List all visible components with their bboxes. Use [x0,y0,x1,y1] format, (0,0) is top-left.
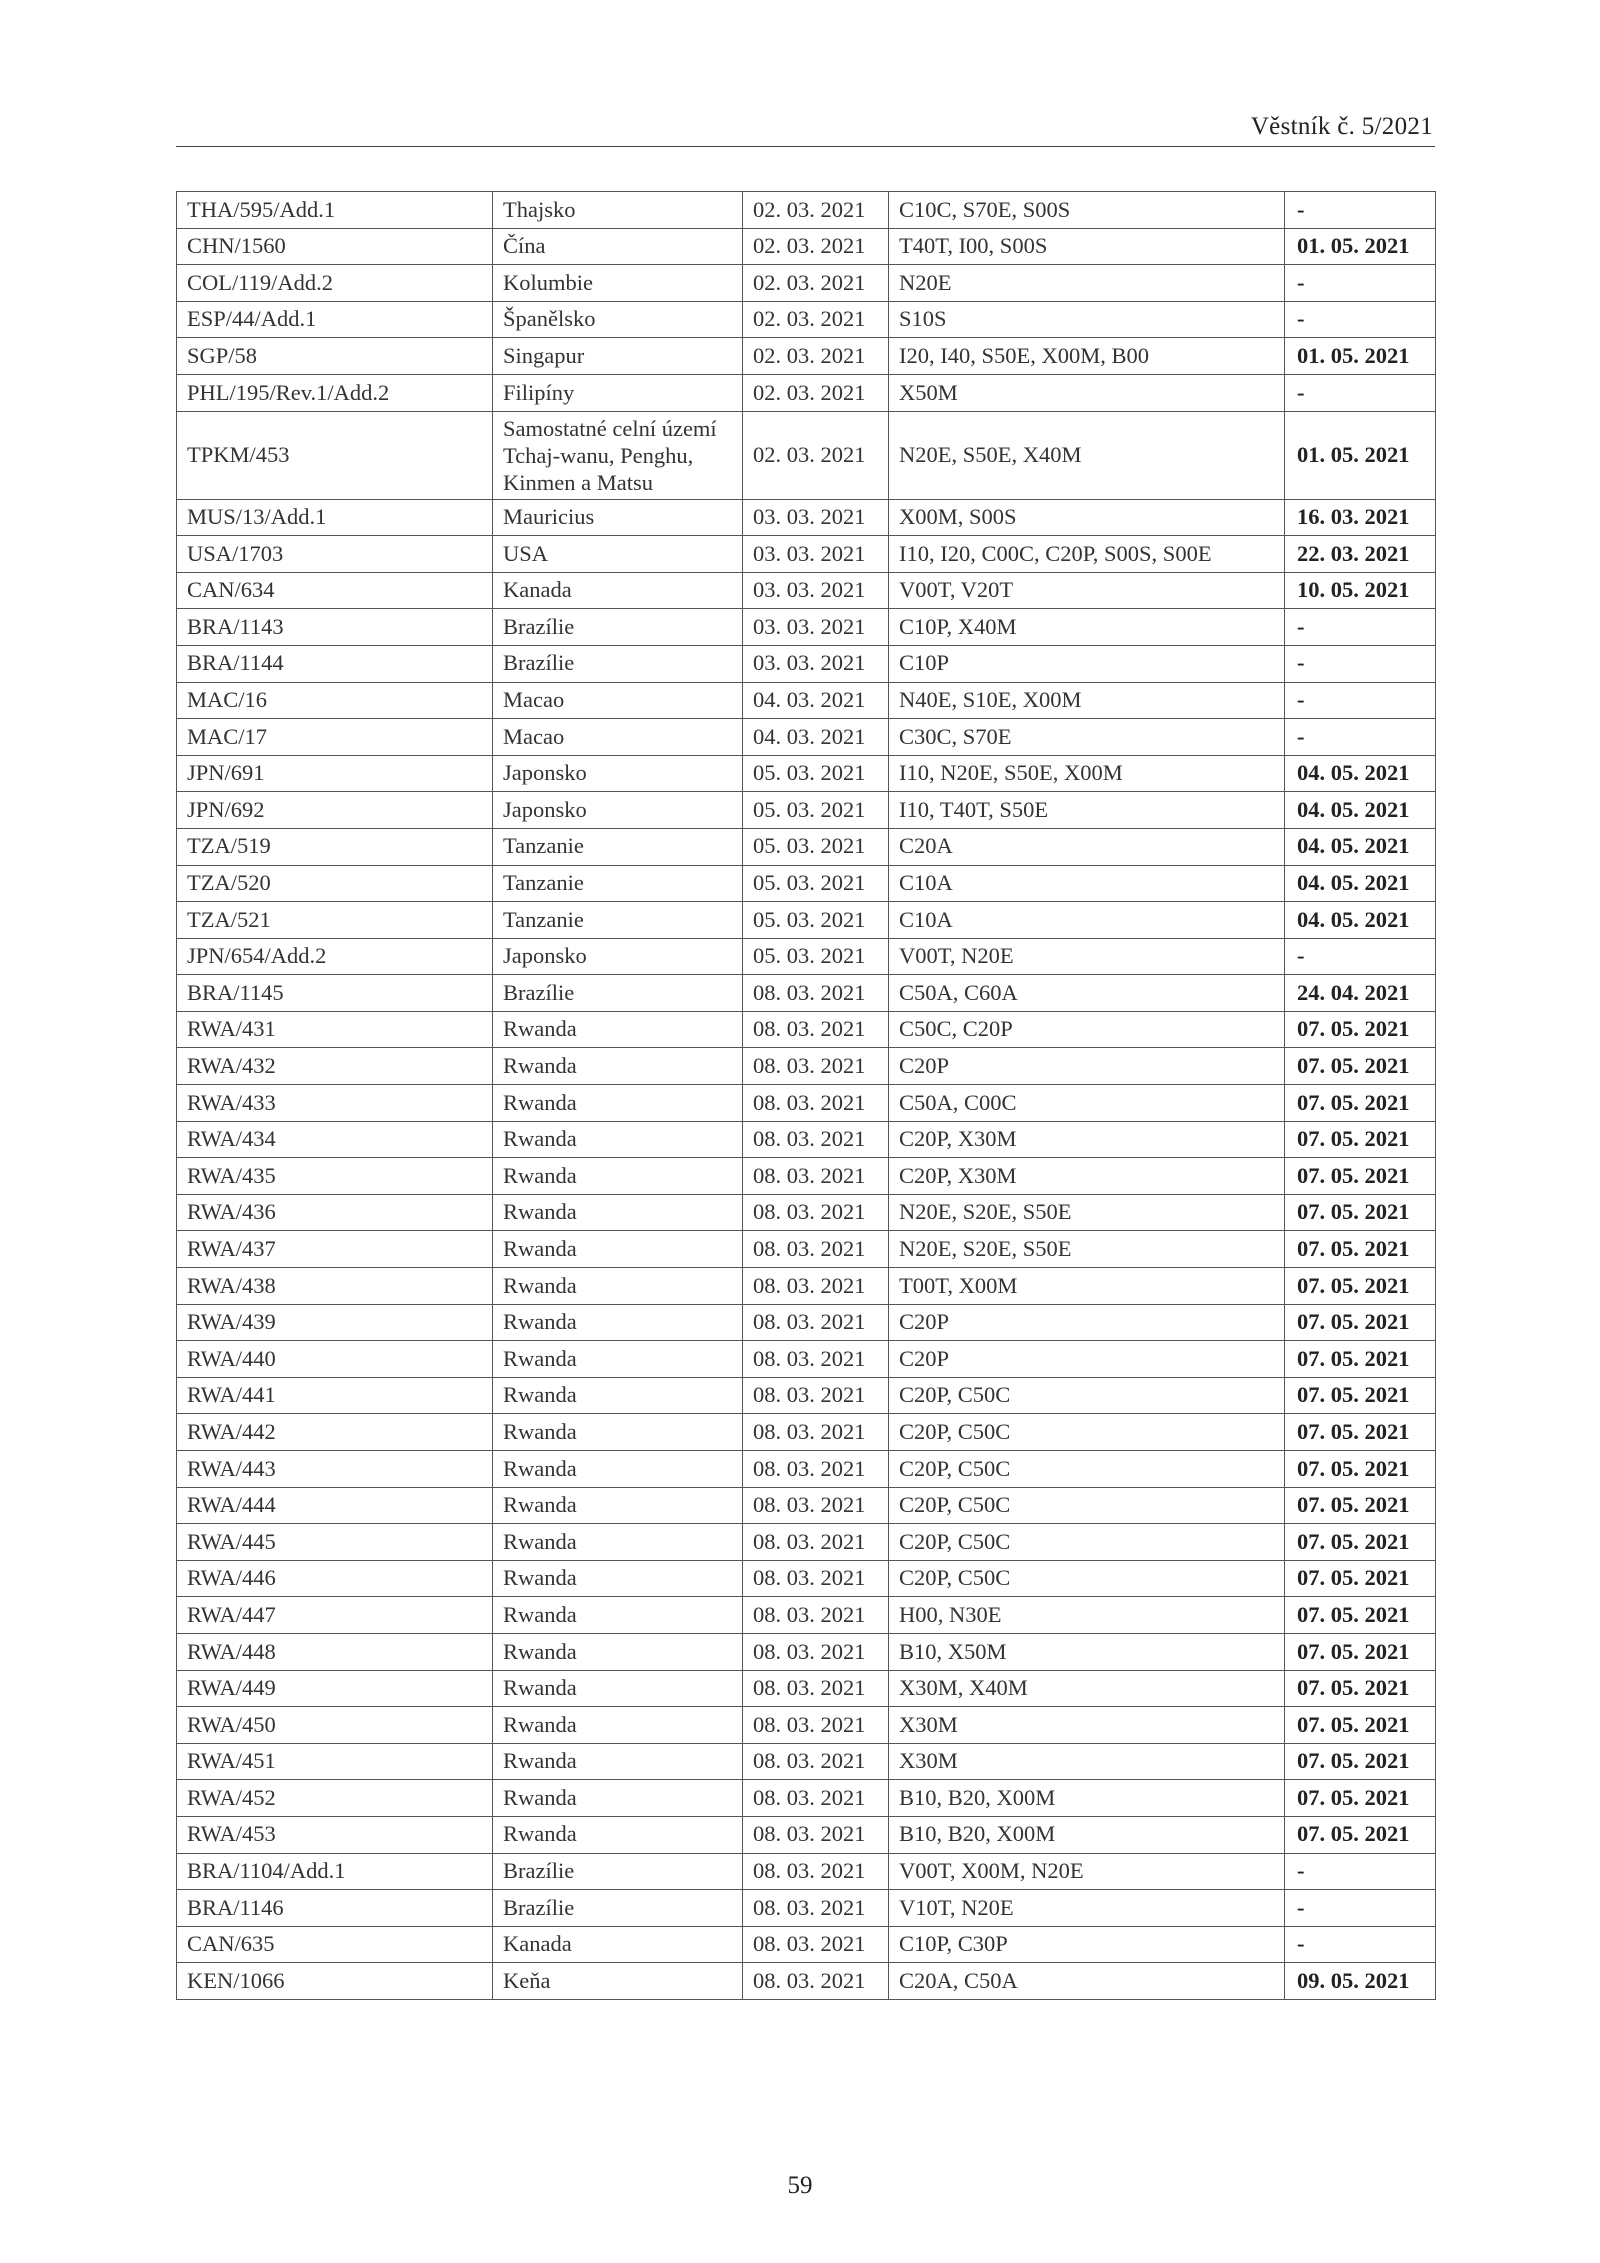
effective-date-cell: 07. 05. 2021 [1285,1085,1436,1122]
date-cell: 08. 03. 2021 [743,1487,889,1524]
notifications-table-body [177,192,1436,2000]
product-codes-cell: C20P, C50C [889,1524,1285,1561]
country-cell: Rwanda [493,1524,743,1561]
table-row [177,301,1436,338]
product-codes-cell: C10A [889,865,1285,902]
date-cell: 08. 03. 2021 [743,1707,889,1744]
date-cell: 08. 03. 2021 [743,1451,889,1488]
country-cell: USA [493,536,743,573]
date-cell: 05. 03. 2021 [743,828,889,865]
country-cell: Čína [493,228,743,265]
effective-date-cell: 04. 05. 2021 [1285,828,1436,865]
notification-code-cell: KEN/1066 [177,1963,493,2000]
effective-date-cell: - [1285,301,1436,338]
table-row [177,755,1436,792]
table-row [177,1633,1436,1670]
product-codes-cell: N20E, S50E, X40M [889,411,1285,499]
notification-code-cell: CAN/634 [177,572,493,609]
country-cell: Macao [493,682,743,719]
table-row [177,719,1436,756]
country-cell: Kanada [493,572,743,609]
product-codes-cell: I20, I40, S50E, X00M, B00 [889,338,1285,375]
notification-code-cell: RWA/451 [177,1743,493,1780]
notification-code-cell: CHN/1560 [177,228,493,265]
date-cell: 02. 03. 2021 [743,411,889,499]
notification-code-cell: THA/595/Add.1 [177,192,493,229]
notification-code-cell: RWA/442 [177,1414,493,1451]
table-row [177,1743,1436,1780]
effective-date-cell: 04. 05. 2021 [1285,865,1436,902]
notification-code-cell: RWA/441 [177,1377,493,1414]
notification-code-cell: RWA/434 [177,1121,493,1158]
country-cell: Rwanda [493,1414,743,1451]
product-codes-cell: X30M [889,1743,1285,1780]
product-codes-cell: V10T, N20E [889,1890,1285,1927]
date-cell: 08. 03. 2021 [743,1633,889,1670]
date-cell: 08. 03. 2021 [743,1011,889,1048]
date-cell: 08. 03. 2021 [743,1853,889,1890]
effective-date-cell: 07. 05. 2021 [1285,1011,1436,1048]
product-codes-cell: C20P, C50C [889,1414,1285,1451]
country-cell: Japonsko [493,755,743,792]
date-cell: 08. 03. 2021 [743,1926,889,1963]
table-row [177,1816,1436,1853]
product-codes-cell: C10P [889,645,1285,682]
country-cell: Filipíny [493,374,743,411]
effective-date-cell: 07. 05. 2021 [1285,1487,1436,1524]
effective-date-cell: - [1285,938,1436,975]
effective-date-cell: 22. 03. 2021 [1285,536,1436,573]
product-codes-cell: V00T, X00M, N20E [889,1853,1285,1890]
date-cell: 08. 03. 2021 [743,1597,889,1634]
country-cell: Rwanda [493,1487,743,1524]
effective-date-cell: - [1285,609,1436,646]
effective-date-cell: 07. 05. 2021 [1285,1341,1436,1378]
country-cell: Tanzanie [493,865,743,902]
date-cell: 08. 03. 2021 [743,1743,889,1780]
notification-code-cell: RWA/453 [177,1816,493,1853]
table-row [177,228,1436,265]
product-codes-cell: C20P [889,1304,1285,1341]
table-row [177,1011,1436,1048]
table-row [177,1414,1436,1451]
effective-date-cell: 07. 05. 2021 [1285,1560,1436,1597]
product-codes-cell: C20P, C50C [889,1451,1285,1488]
table-row [177,1853,1436,1890]
bulletin-title: Věstník č. 5/2021 [1250,113,1433,140]
product-codes-cell: V00T, N20E [889,938,1285,975]
notification-code-cell: RWA/443 [177,1451,493,1488]
country-cell: Rwanda [493,1560,743,1597]
date-cell: 03. 03. 2021 [743,645,889,682]
date-cell: 03. 03. 2021 [743,499,889,536]
page-number: 59 [787,2172,813,2199]
notification-code-cell: RWA/438 [177,1268,493,1305]
date-cell: 03. 03. 2021 [743,536,889,573]
date-cell: 03. 03. 2021 [743,572,889,609]
date-cell: 05. 03. 2021 [743,865,889,902]
date-cell: 04. 03. 2021 [743,682,889,719]
date-cell: 08. 03. 2021 [743,1816,889,1853]
table-row [177,1597,1436,1634]
notification-code-cell: JPN/692 [177,792,493,829]
country-cell: Rwanda [493,1268,743,1305]
notification-code-cell: BRA/1145 [177,975,493,1012]
notification-code-cell: PHL/195/Rev.1/Add.2 [177,374,493,411]
country-cell: Rwanda [493,1011,743,1048]
notification-code-cell: RWA/439 [177,1304,493,1341]
product-codes-cell: X30M, X40M [889,1670,1285,1707]
country-cell: Brazílie [493,1853,743,1890]
country-cell: Mauricius [493,499,743,536]
product-codes-cell: I10, T40T, S50E [889,792,1285,829]
product-codes-cell: N20E [889,265,1285,302]
country-cell: Kanada [493,1926,743,1963]
date-cell: 04. 03. 2021 [743,719,889,756]
country-cell: Thajsko [493,192,743,229]
table-row [177,572,1436,609]
table-row [177,645,1436,682]
table-row [177,374,1436,411]
notification-code-cell: RWA/436 [177,1194,493,1231]
table-row [177,865,1436,902]
country-cell: Rwanda [493,1451,743,1488]
product-codes-cell: C20P, C50C [889,1487,1285,1524]
notification-code-cell: BRA/1143 [177,609,493,646]
country-cell: Rwanda [493,1158,743,1195]
notification-code-cell: RWA/432 [177,1048,493,1085]
country-cell: Rwanda [493,1816,743,1853]
effective-date-cell: 04. 05. 2021 [1285,755,1436,792]
notification-code-cell: SGP/58 [177,338,493,375]
notification-code-cell: RWA/435 [177,1158,493,1195]
country-cell: Keňa [493,1963,743,2000]
table-row [177,1341,1436,1378]
table-row [177,1451,1436,1488]
table-row [177,1707,1436,1744]
table-row [177,1524,1436,1561]
effective-date-cell: 10. 05. 2021 [1285,572,1436,609]
table-row [177,1487,1436,1524]
date-cell: 08. 03. 2021 [743,1158,889,1195]
product-codes-cell: C10P, C30P [889,1926,1285,1963]
effective-date-cell: 01. 05. 2021 [1285,411,1436,499]
country-cell: Kolumbie [493,265,743,302]
notification-code-cell: RWA/452 [177,1780,493,1817]
date-cell: 08. 03. 2021 [743,1377,889,1414]
notification-code-cell: RWA/447 [177,1597,493,1634]
date-cell: 02. 03. 2021 [743,301,889,338]
date-cell: 08. 03. 2021 [743,1780,889,1817]
effective-date-cell: 07. 05. 2021 [1285,1707,1436,1744]
product-codes-cell: B10, B20, X00M [889,1816,1285,1853]
product-codes-cell: C30C, S70E [889,719,1285,756]
effective-date-cell: - [1285,265,1436,302]
table-row [177,1048,1436,1085]
effective-date-cell: 16. 03. 2021 [1285,499,1436,536]
product-codes-cell: X30M [889,1707,1285,1744]
date-cell: 08. 03. 2021 [743,1414,889,1451]
date-cell: 08. 03. 2021 [743,1268,889,1305]
country-cell: Rwanda [493,1780,743,1817]
product-codes-cell: N20E, S20E, S50E [889,1194,1285,1231]
notification-code-cell: MAC/16 [177,682,493,719]
table-row [177,682,1436,719]
date-cell: 05. 03. 2021 [743,938,889,975]
date-cell: 08. 03. 2021 [743,1231,889,1268]
product-codes-cell: C20P, X30M [889,1121,1285,1158]
country-cell: Španělsko [493,301,743,338]
notification-code-cell: BRA/1104/Add.1 [177,1853,493,1890]
effective-date-cell: 07. 05. 2021 [1285,1121,1436,1158]
date-cell: 08. 03. 2021 [743,1121,889,1158]
table-row [177,1670,1436,1707]
product-codes-cell: T00T, X00M [889,1268,1285,1305]
country-cell: Samostatné celní území Tchaj-wanu, Penghu, Kinmen a Matsu [493,411,743,499]
product-codes-cell: C20P, C50C [889,1560,1285,1597]
country-cell: Rwanda [493,1670,743,1707]
effective-date-cell: - [1285,645,1436,682]
notification-code-cell: BRA/1144 [177,645,493,682]
notification-code-cell: RWA/437 [177,1231,493,1268]
notification-code-cell: RWA/444 [177,1487,493,1524]
effective-date-cell: 07. 05. 2021 [1285,1524,1436,1561]
country-cell: Rwanda [493,1743,743,1780]
product-codes-cell: C10C, S70E, S00S [889,192,1285,229]
product-codes-cell: C10P, X40M [889,609,1285,646]
table-row [177,338,1436,375]
effective-date-cell: - [1285,719,1436,756]
product-codes-cell: H00, N30E [889,1597,1285,1634]
country-cell: Rwanda [493,1121,743,1158]
effective-date-cell: 07. 05. 2021 [1285,1743,1436,1780]
table-row [177,1158,1436,1195]
notification-code-cell: MAC/17 [177,719,493,756]
notification-code-cell: RWA/450 [177,1707,493,1744]
date-cell: 02. 03. 2021 [743,265,889,302]
date-cell: 02. 03. 2021 [743,374,889,411]
notification-code-cell: TZA/520 [177,865,493,902]
notification-code-cell: RWA/433 [177,1085,493,1122]
product-codes-cell: C50A, C00C [889,1085,1285,1122]
product-codes-cell: S10S [889,301,1285,338]
notification-code-cell: RWA/449 [177,1670,493,1707]
table-row [177,1560,1436,1597]
country-cell: Rwanda [493,1085,743,1122]
date-cell: 08. 03. 2021 [743,1560,889,1597]
table-row [177,1121,1436,1158]
table-row [177,902,1436,939]
table-row [177,192,1436,229]
table-row [177,1231,1436,1268]
effective-date-cell: 09. 05. 2021 [1285,1963,1436,2000]
effective-date-cell: 07. 05. 2021 [1285,1304,1436,1341]
effective-date-cell: - [1285,1853,1436,1890]
product-codes-cell: V00T, V20T [889,572,1285,609]
date-cell: 08. 03. 2021 [743,975,889,1012]
product-codes-cell: N40E, S10E, X00M [889,682,1285,719]
country-cell: Brazílie [493,645,743,682]
effective-date-cell: 07. 05. 2021 [1285,1597,1436,1634]
notification-code-cell: COL/119/Add.2 [177,265,493,302]
table-row [177,975,1436,1012]
product-codes-cell: C20P [889,1048,1285,1085]
header-divider [176,146,1435,147]
effective-date-cell: 07. 05. 2021 [1285,1048,1436,1085]
country-cell: Brazílie [493,975,743,1012]
effective-date-cell: 07. 05. 2021 [1285,1194,1436,1231]
country-cell: Rwanda [493,1633,743,1670]
notification-code-cell: TZA/519 [177,828,493,865]
country-cell: Japonsko [493,792,743,829]
table-row [177,1268,1436,1305]
notification-code-cell: RWA/431 [177,1011,493,1048]
product-codes-cell: B10, X50M [889,1633,1285,1670]
table-row [177,1304,1436,1341]
country-cell: Brazílie [493,609,743,646]
notification-code-cell: USA/1703 [177,536,493,573]
country-cell: Tanzanie [493,902,743,939]
product-codes-cell: N20E, S20E, S50E [889,1231,1285,1268]
product-codes-cell: I10, I20, C00C, C20P, S00S, S00E [889,536,1285,573]
table-row [177,411,1436,499]
effective-date-cell: - [1285,374,1436,411]
effective-date-cell: 07. 05. 2021 [1285,1670,1436,1707]
table-row [177,938,1436,975]
effective-date-cell: - [1285,1926,1436,1963]
table-row [177,1963,1436,2000]
table-row [177,265,1436,302]
notification-code-cell: ESP/44/Add.1 [177,301,493,338]
date-cell: 03. 03. 2021 [743,609,889,646]
table-row [177,1926,1436,1963]
country-cell: Macao [493,719,743,756]
date-cell: 08. 03. 2021 [743,1670,889,1707]
table-row [177,536,1436,573]
date-cell: 05. 03. 2021 [743,755,889,792]
country-cell: Japonsko [493,938,743,975]
product-codes-cell: X00M, S00S [889,499,1285,536]
notification-code-cell: CAN/635 [177,1926,493,1963]
notification-code-cell: JPN/654/Add.2 [177,938,493,975]
table-row [177,792,1436,829]
date-cell: 08. 03. 2021 [743,1304,889,1341]
effective-date-cell: - [1285,1890,1436,1927]
table-row [177,828,1436,865]
date-cell: 08. 03. 2021 [743,1194,889,1231]
country-cell: Rwanda [493,1377,743,1414]
product-codes-cell: C20P, C50C [889,1377,1285,1414]
product-codes-cell: C20P [889,1341,1285,1378]
date-cell: 08. 03. 2021 [743,1341,889,1378]
table-row [177,1780,1436,1817]
notification-code-cell: MUS/13/Add.1 [177,499,493,536]
country-cell: Rwanda [493,1194,743,1231]
product-codes-cell: T40T, I00, S00S [889,228,1285,265]
notification-code-cell: RWA/445 [177,1524,493,1561]
notification-code-cell: TPKM/453 [177,411,493,499]
notification-code-cell: JPN/691 [177,755,493,792]
country-cell: Rwanda [493,1597,743,1634]
date-cell: 08. 03. 2021 [743,1085,889,1122]
date-cell: 08. 03. 2021 [743,1963,889,2000]
notification-code-cell: BRA/1146 [177,1890,493,1927]
table-row [177,1890,1436,1927]
effective-date-cell: - [1285,192,1436,229]
effective-date-cell: 07. 05. 2021 [1285,1633,1436,1670]
effective-date-cell: 01. 05. 2021 [1285,228,1436,265]
product-codes-cell: C20A [889,828,1285,865]
effective-date-cell: 07. 05. 2021 [1285,1780,1436,1817]
country-cell: Tanzanie [493,828,743,865]
date-cell: 02. 03. 2021 [743,192,889,229]
country-cell: Singapur [493,338,743,375]
date-cell: 02. 03. 2021 [743,338,889,375]
country-cell: Rwanda [493,1341,743,1378]
date-cell: 08. 03. 2021 [743,1048,889,1085]
product-codes-cell: C50A, C60A [889,975,1285,1012]
date-cell: 08. 03. 2021 [743,1524,889,1561]
product-codes-cell: I10, N20E, S50E, X00M [889,755,1285,792]
product-codes-cell: B10, B20, X00M [889,1780,1285,1817]
table-row [177,1194,1436,1231]
country-cell: Rwanda [493,1048,743,1085]
product-codes-cell: C10A [889,902,1285,939]
effective-date-cell: 07. 05. 2021 [1285,1268,1436,1305]
product-codes-cell: C20A, C50A [889,1963,1285,2000]
table-row [177,499,1436,536]
notification-code-cell: RWA/440 [177,1341,493,1378]
effective-date-cell: 07. 05. 2021 [1285,1158,1436,1195]
product-codes-cell: C50C, C20P [889,1011,1285,1048]
notification-code-cell: RWA/446 [177,1560,493,1597]
country-cell: Rwanda [493,1304,743,1341]
effective-date-cell: 07. 05. 2021 [1285,1377,1436,1414]
effective-date-cell: 07. 05. 2021 [1285,1414,1436,1451]
effective-date-cell: 07. 05. 2021 [1285,1451,1436,1488]
country-cell: Rwanda [493,1707,743,1744]
effective-date-cell: 07. 05. 2021 [1285,1231,1436,1268]
date-cell: 05. 03. 2021 [743,792,889,829]
table-row [177,609,1436,646]
table-row [177,1085,1436,1122]
effective-date-cell: 24. 04. 2021 [1285,975,1436,1012]
product-codes-cell: C20P, X30M [889,1158,1285,1195]
effective-date-cell: 01. 05. 2021 [1285,338,1436,375]
date-cell: 08. 03. 2021 [743,1890,889,1927]
effective-date-cell: 04. 05. 2021 [1285,792,1436,829]
table-row [177,1377,1436,1414]
notification-code-cell: RWA/448 [177,1633,493,1670]
notification-code-cell: TZA/521 [177,902,493,939]
date-cell: 02. 03. 2021 [743,228,889,265]
country-cell: Brazílie [493,1890,743,1927]
product-codes-cell: X50M [889,374,1285,411]
date-cell: 05. 03. 2021 [743,902,889,939]
effective-date-cell: 04. 05. 2021 [1285,902,1436,939]
country-cell: Rwanda [493,1231,743,1268]
effective-date-cell: 07. 05. 2021 [1285,1816,1436,1853]
notifications-table [176,191,1436,2000]
effective-date-cell: - [1285,682,1436,719]
